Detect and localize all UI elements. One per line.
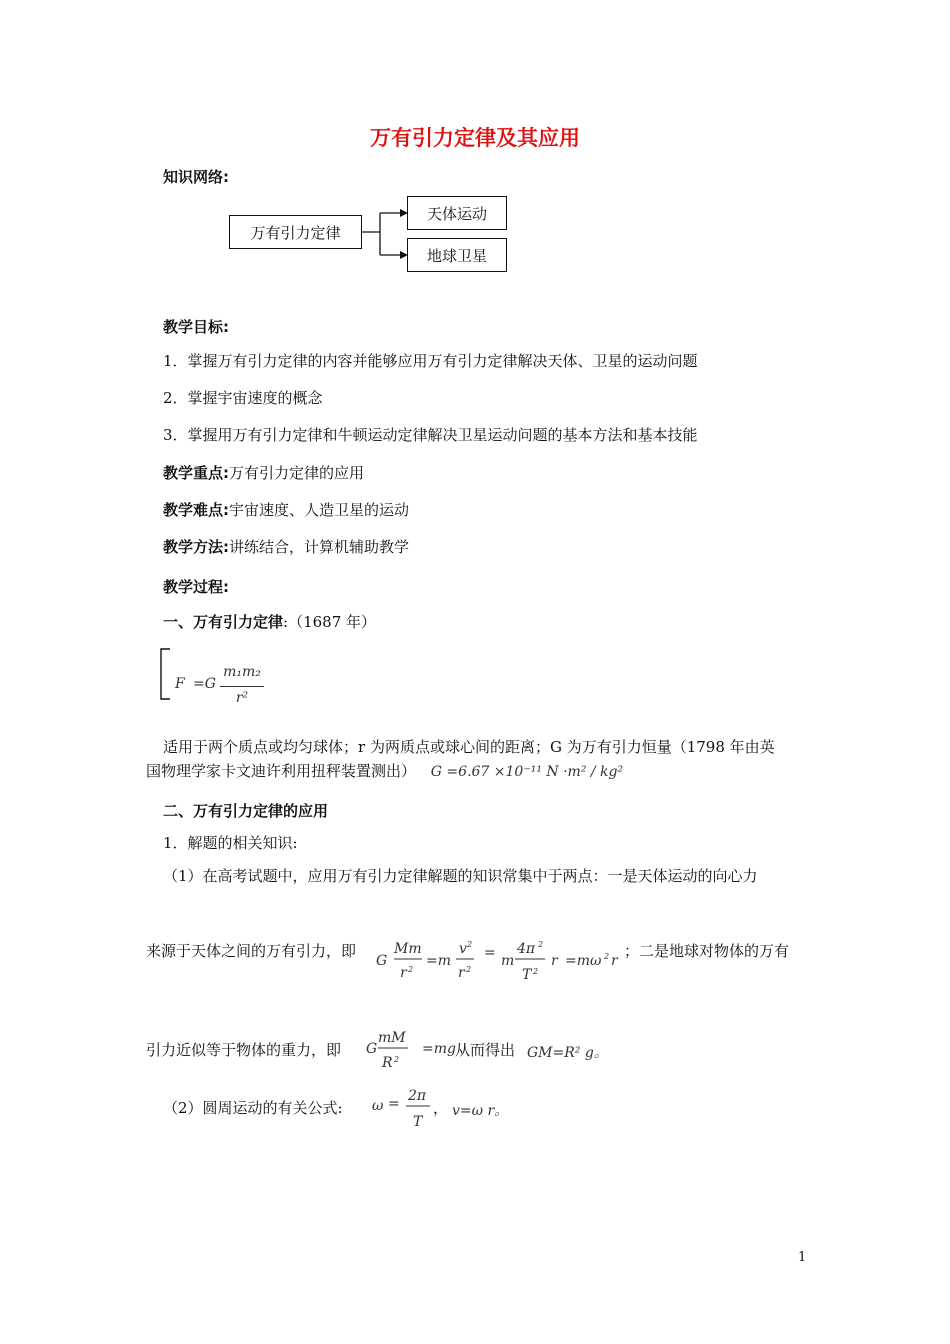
network-branch-box-2 bbox=[407, 238, 507, 272]
key-point-line bbox=[163, 464, 364, 482]
svg-text:r: r bbox=[458, 965, 465, 981]
difficulty-text: 宇宙速度、人造卫星的运动 bbox=[229, 501, 410, 519]
svg-text:r: r bbox=[400, 965, 407, 981]
angular-velocity-formula bbox=[370, 1082, 440, 1134]
section1-heading-line bbox=[163, 613, 376, 631]
difficulty-label: 教学难点: bbox=[163, 501, 229, 519]
section1-note-line1: 适用于两个质点或均匀球体；r 为两质点或球心间的距离；G 为万有引力恒量（1798 年由英 bbox=[163, 738, 775, 756]
svg-text:Mm: Mm bbox=[394, 941, 422, 957]
difficulty-line bbox=[163, 501, 409, 519]
svg-text:2: 2 bbox=[467, 940, 473, 949]
fraction-bar bbox=[220, 686, 264, 687]
svg-text:=: = bbox=[484, 945, 496, 961]
svg-text:m: m bbox=[501, 953, 515, 969]
section2-p4-pre: （2）圆周运动的有关公式: bbox=[163, 1099, 343, 1117]
gravitational-constant: G =6.67 ×10⁻¹¹ N ·m² / kg² bbox=[430, 764, 624, 780]
objective-item: 2．掌握宇宙速度的概念 bbox=[163, 389, 323, 407]
newton-formula-lhs: F bbox=[175, 676, 185, 692]
gravity-formula bbox=[362, 1022, 462, 1078]
newton-formula-numerator: m₁m₂ bbox=[223, 664, 261, 680]
svg-text:v: v bbox=[459, 941, 467, 957]
svg-text:=: = bbox=[388, 1096, 400, 1112]
newton-formula-denominator: r² bbox=[235, 690, 249, 706]
method-label: 教学方法: bbox=[163, 538, 229, 556]
svg-text:2: 2 bbox=[538, 940, 544, 949]
svg-text:ω: ω bbox=[372, 1098, 384, 1114]
network-branch-box-1 bbox=[407, 196, 507, 230]
svg-text:T: T bbox=[522, 967, 532, 983]
section1-note-line2 bbox=[146, 762, 623, 781]
network-branch-label: 地球卫星 bbox=[426, 246, 487, 265]
section2-heading: 二、万有引力定律的应用 bbox=[163, 802, 329, 820]
network-root-label: 万有引力定律 bbox=[250, 223, 341, 242]
network-heading: 知识网络: bbox=[163, 168, 229, 186]
section1-note-text: 国物理学家卡文迪许利用扭秤装置测出） bbox=[146, 762, 417, 780]
svg-text:G: G bbox=[366, 1041, 378, 1057]
section2-p3-post: 从而得出 bbox=[455, 1041, 516, 1059]
svg-text:2: 2 bbox=[604, 952, 610, 961]
section2-p2-pre: 来源于天体之间的万有引力，即 bbox=[146, 942, 357, 960]
objective-item: 1．掌握万有引力定律的内容并能够应用万有引力定律解决天体、卫星的运动问题 bbox=[163, 352, 698, 370]
section2-p4-sep: ， bbox=[433, 1099, 449, 1117]
newton-formula-eq: =G bbox=[193, 676, 216, 692]
svg-text:G: G bbox=[376, 953, 388, 969]
network-root-box bbox=[229, 215, 362, 249]
objective-item: 3．掌握用万有引力定律和牛顿运动定律解决卫星运动问题的基本方法和基本技能 bbox=[163, 426, 698, 444]
svg-text:=mg: =mg bbox=[422, 1041, 456, 1057]
svg-text:2π: 2π bbox=[408, 1088, 427, 1104]
network-connector bbox=[362, 195, 412, 275]
network-branch-label: 天体运动 bbox=[426, 204, 487, 223]
svg-text:4π: 4π bbox=[517, 941, 536, 957]
section2-p3-pre: 引力近似等于物体的重力，即 bbox=[146, 1041, 342, 1059]
section1-year: :（1687 年） bbox=[283, 613, 377, 631]
formula-bracket bbox=[160, 648, 172, 700]
method-text: 讲练结合，计算机辅助教学 bbox=[229, 538, 410, 556]
objectives-heading: 教学目标: bbox=[163, 318, 229, 336]
svg-text:2: 2 bbox=[466, 965, 472, 974]
key-point-label: 教学重点: bbox=[163, 464, 229, 482]
svg-text:r: r bbox=[611, 953, 618, 969]
gm-relation: GM=R² g。 bbox=[527, 1045, 608, 1061]
svg-text:T: T bbox=[413, 1114, 423, 1130]
page-title: 万有引力定律及其应用 bbox=[370, 126, 580, 150]
method-line bbox=[163, 538, 409, 556]
svg-text:r: r bbox=[551, 953, 558, 969]
svg-text:2: 2 bbox=[408, 965, 414, 974]
linear-velocity-formula: v=ω r。 bbox=[452, 1103, 509, 1119]
svg-text:2: 2 bbox=[394, 1055, 400, 1064]
svg-text:=m: =m bbox=[426, 953, 452, 969]
page-number: 1 bbox=[798, 1250, 807, 1265]
section2-p2-post: ；二是地球对物体的万有 bbox=[624, 942, 790, 960]
svg-text:mM: mM bbox=[378, 1030, 406, 1046]
section2-sub1: 1．解题的相关知识: bbox=[163, 834, 298, 852]
key-point-text: 万有引力定律的应用 bbox=[229, 464, 365, 482]
centripetal-formula bbox=[372, 932, 632, 990]
svg-text:2: 2 bbox=[533, 967, 539, 976]
svg-text:=mω: =mω bbox=[565, 953, 602, 969]
svg-text:R: R bbox=[382, 1055, 393, 1071]
process-label: 教学过程: bbox=[163, 578, 229, 596]
section1-heading: 一、万有引力定律 bbox=[163, 613, 284, 631]
section2-p1: （1）在高考试题中，应用万有引力定律解题的知识常集中于两点：一是天体运动的向心力 bbox=[163, 867, 758, 885]
